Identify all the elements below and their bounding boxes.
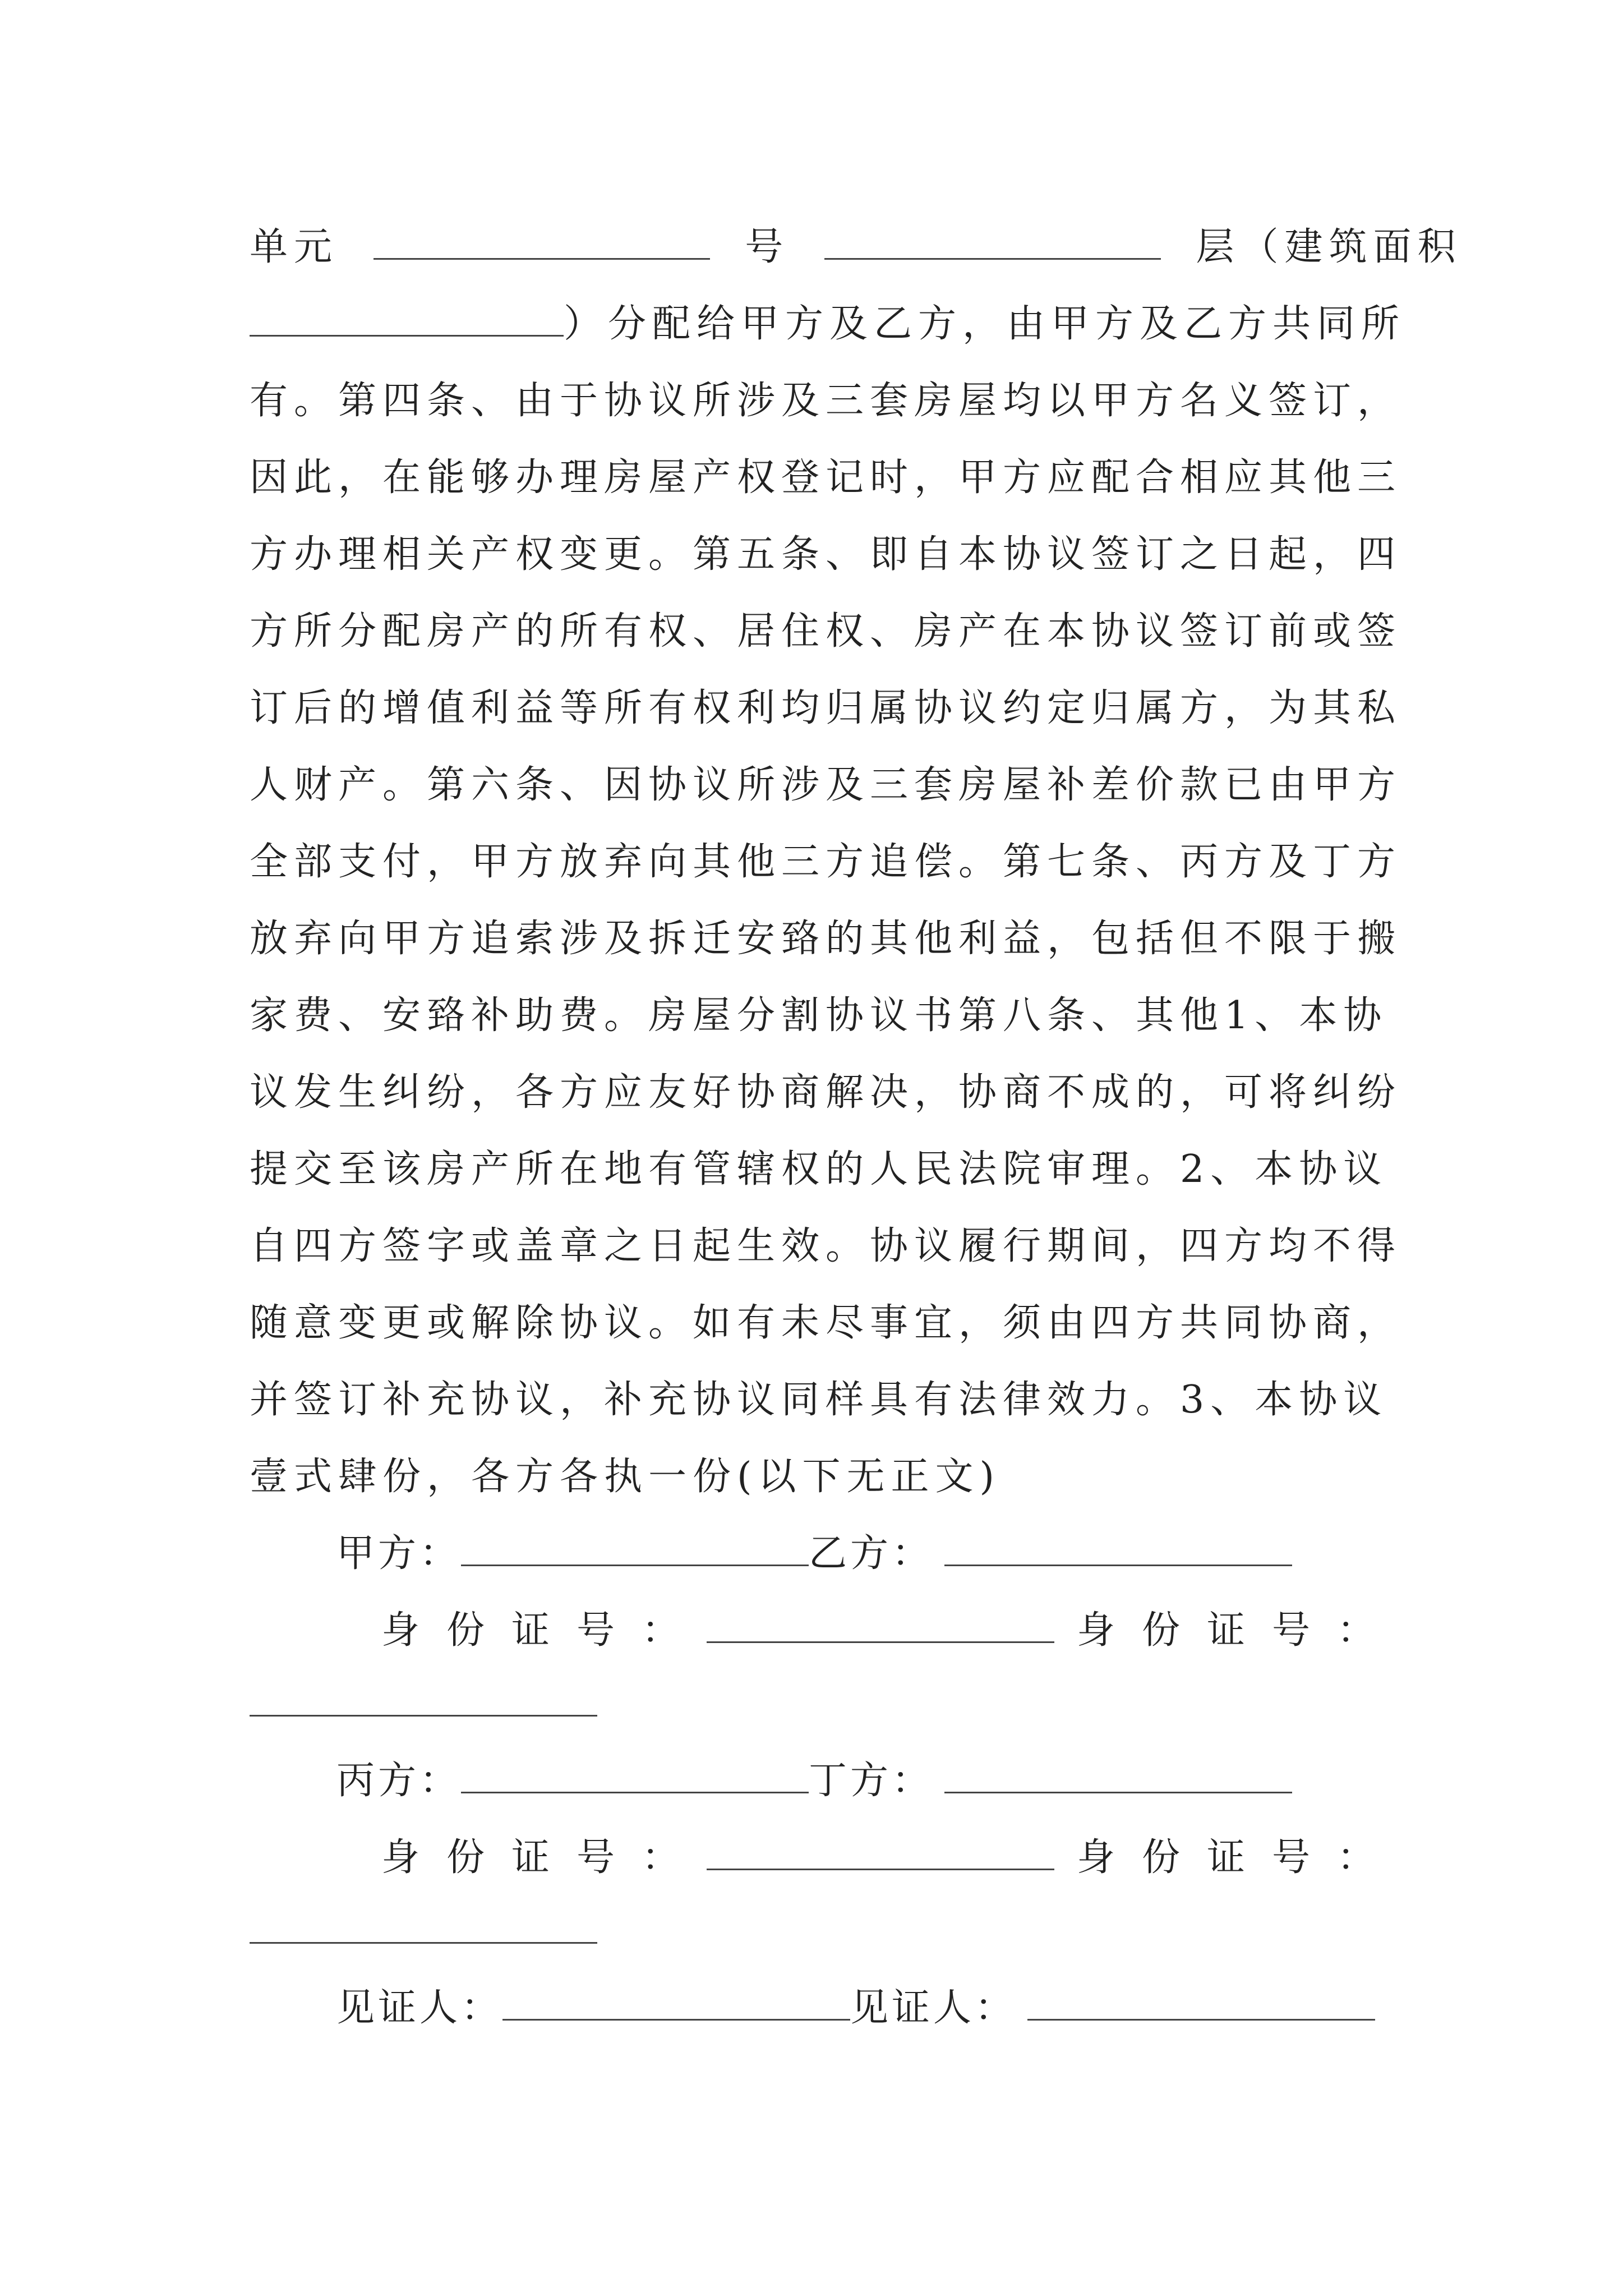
party-a-id-label: 身份证号： xyxy=(381,1608,707,1653)
text-line-9: 全部支付，甲方放弃向其他三方追偿。第七条、丙方及丁方 xyxy=(250,840,1402,884)
allocation-text: ）分配给甲方及乙方，由甲方及乙方共同所 xyxy=(564,302,1406,346)
witness-2-signature-field[interactable] xyxy=(1027,1986,1375,2021)
text-line-2 xyxy=(250,286,1406,362)
party-d-label: 丁方： xyxy=(809,1759,934,1803)
unit-blank[interactable] xyxy=(374,227,710,260)
text-line-15: 随意变更或解除协议。如有未尽事宜，须由四方共同协商， xyxy=(250,1301,1402,1345)
text-line-6: 方所分配房产的所有权、居住权、房产在本协议签订前或签 xyxy=(250,609,1402,654)
text-line-17: 壹式肆份，各方各执一份(以下无正文) xyxy=(250,1455,1001,1499)
party-c-id-label: 身份证号： xyxy=(381,1835,707,1880)
floor-area-label: 层（建筑面积 xyxy=(1196,225,1462,269)
party-b-label: 乙方： xyxy=(809,1531,934,1576)
id-row-ab xyxy=(381,1600,1402,1654)
party-c-label: 丙方： xyxy=(336,1759,462,1803)
signature-row-ab xyxy=(336,1523,1292,1577)
party-b-signature-field[interactable] xyxy=(944,1532,1292,1566)
text-line-3: 有。第四条、由于协议所涉及三套房屋均以甲方名义签订， xyxy=(250,379,1402,423)
agreement-body xyxy=(250,209,1462,1515)
party-d-signature-field[interactable] xyxy=(944,1759,1292,1793)
text-line-1 xyxy=(250,209,1462,286)
text-line-13: 提交至该房产所在地有管辖权的人民法院审理。2、本协议 xyxy=(250,1147,1388,1191)
text-line-7: 订后的增值利益等所有权利均归属协议约定归属方，为其私 xyxy=(250,686,1402,730)
party-a-id-field[interactable] xyxy=(707,1609,1054,1643)
number-label: 号 xyxy=(745,225,790,269)
party-b-id-field[interactable] xyxy=(250,1714,597,1717)
text-line-12: 议发生纠纷，各方应友好协商解决，协商不成的，可将纠纷 xyxy=(250,1070,1402,1115)
witness-row xyxy=(336,1977,1375,2032)
party-d-id-field[interactable] xyxy=(250,1941,597,1944)
text-line-8: 人财产。第六条、因协议所涉及三套房屋补差价款已由甲方 xyxy=(250,763,1402,807)
party-a-label: 甲方： xyxy=(336,1531,462,1576)
text-line-16: 并签订补充协议，补充协议同样具有法律效力。3、本协议 xyxy=(250,1378,1388,1422)
party-c-id-field[interactable] xyxy=(707,1836,1054,1870)
unit-label: 单元 xyxy=(250,225,339,269)
party-c-signature-field[interactable] xyxy=(461,1759,809,1793)
area-blank[interactable] xyxy=(250,303,564,337)
text-line-14: 自四方签字或盖章之日起生效。协议履行期间，四方均不得 xyxy=(250,1224,1402,1268)
id-row-cd xyxy=(381,1827,1402,1881)
witness-2-label: 见证人： xyxy=(850,1986,1017,2030)
text-line-4: 因此，在能够办理房屋产权登记时，甲方应配合相应其他三 xyxy=(250,455,1402,500)
signature-row-cd xyxy=(336,1750,1292,1805)
witness-1-signature-field[interactable] xyxy=(502,1986,850,2021)
text-line-5: 方办理相关产权变更。第五条、即自本协议签订之日起，四 xyxy=(250,532,1402,577)
party-d-id-label: 身份证号： xyxy=(1077,1835,1403,1880)
floor-blank[interactable] xyxy=(824,227,1161,260)
party-a-signature-field[interactable] xyxy=(461,1532,809,1566)
text-line-11: 家费、安臵补助费。房屋分割协议书第八条、其他1、本协 xyxy=(250,993,1388,1038)
party-b-id-label: 身份证号： xyxy=(1077,1608,1403,1653)
witness-1-label: 见证人： xyxy=(336,1986,503,2030)
text-line-10: 放弃向甲方追索涉及拆迁安臵的其他利益，包括但不限于搬 xyxy=(250,917,1402,961)
